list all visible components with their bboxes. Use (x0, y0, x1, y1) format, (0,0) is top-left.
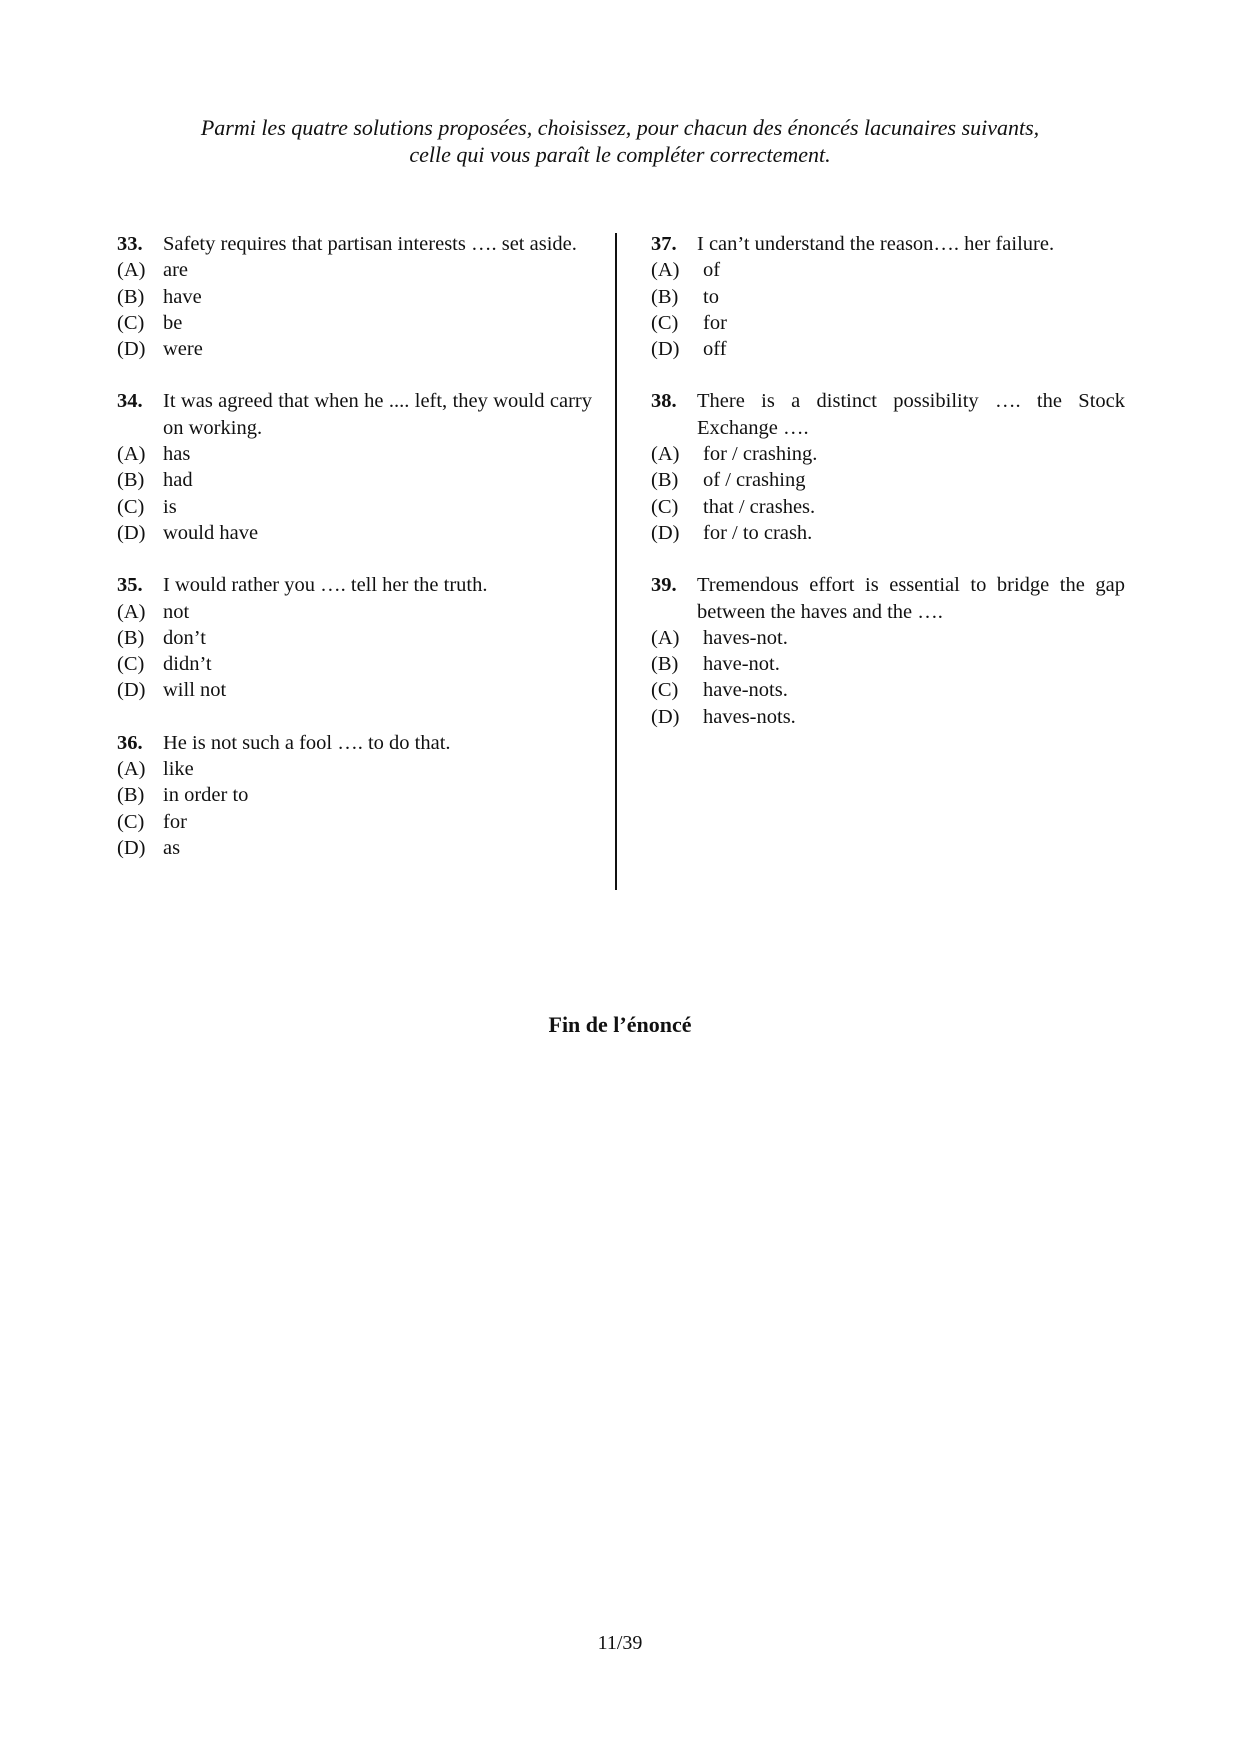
question-text: He is not such a fool …. to do that. (163, 731, 451, 754)
option-text: have (163, 285, 202, 308)
question-33 (117, 231, 592, 362)
option-d (117, 336, 592, 362)
option-b (651, 467, 1125, 493)
option-c (651, 310, 1125, 336)
option-b (651, 284, 1125, 310)
question-stem (651, 388, 1125, 441)
option-text: for / crashing. (703, 443, 818, 466)
option-c (117, 809, 592, 835)
option-text: have-nots. (703, 679, 788, 702)
option-a (651, 441, 1125, 467)
option-d (117, 677, 592, 703)
question-38 (651, 388, 1125, 546)
option-letter: (C) (651, 311, 679, 334)
question-34 (117, 388, 592, 546)
question-text: I would rather you …. tell her the truth. (163, 574, 488, 597)
option-text: is (163, 495, 177, 518)
option-d (117, 520, 592, 546)
question-number: 37. (651, 233, 677, 255)
option-letter: (C) (117, 653, 145, 676)
question-text: I can’t understand the reason…. her failure. (697, 233, 1055, 255)
option-text: for (163, 810, 187, 833)
option-text: like (163, 758, 194, 781)
option-letter: (A) (651, 443, 680, 466)
option-a (117, 257, 592, 283)
option-letter: (C) (117, 311, 145, 334)
option-text: to (703, 285, 719, 308)
option-letter: (A) (117, 600, 146, 623)
option-text: haves-not. (703, 626, 788, 649)
end-title: Fin de l’énoncé (548, 1012, 692, 1037)
option-text: has (163, 443, 191, 466)
question-37 (651, 231, 1125, 362)
option-letter: (A) (117, 758, 146, 781)
option-letter: (D) (117, 521, 146, 544)
option-letter: (B) (651, 653, 679, 676)
option-letter: (C) (117, 495, 145, 518)
option-letter: (A) (651, 259, 680, 282)
option-text: off (703, 338, 727, 361)
question-35 (117, 572, 592, 703)
option-a (651, 625, 1125, 651)
option-letter: (B) (651, 285, 679, 308)
option-letter: (D) (117, 338, 146, 361)
question-number: 35. (117, 574, 143, 597)
option-letter: (A) (117, 443, 146, 466)
option-b (117, 467, 592, 493)
option-text: were (163, 338, 203, 361)
left-column (117, 231, 592, 887)
option-letter: (B) (651, 469, 679, 492)
column-divider (615, 233, 617, 890)
question-stem (117, 231, 592, 257)
question-39 (651, 572, 1125, 730)
option-text: for / to crash. (703, 521, 813, 544)
option-c (117, 651, 592, 677)
option-letter: (B) (117, 784, 145, 807)
option-text: will not (163, 679, 227, 702)
option-c (651, 677, 1125, 703)
option-text: not (163, 600, 190, 623)
option-a (117, 599, 592, 625)
option-text: didn’t (163, 653, 212, 676)
question-stem (117, 730, 592, 756)
option-letter: (C) (651, 679, 679, 702)
option-letter: (A) (117, 259, 146, 282)
option-text: that / crashes. (703, 495, 816, 518)
question-text: It was agreed that when he .... left, they would carry on working. (163, 390, 592, 439)
option-letter: (B) (117, 626, 145, 649)
option-b (117, 782, 592, 808)
option-letter: (B) (117, 285, 145, 308)
option-letter: (D) (651, 705, 680, 728)
question-stem (651, 231, 1125, 257)
option-b (117, 625, 592, 651)
question-36 (117, 730, 592, 861)
question-number: 38. (651, 390, 677, 413)
instructions (0, 114, 1240, 168)
option-text: be (163, 311, 183, 334)
option-d (651, 704, 1125, 730)
question-number: 39. (651, 574, 677, 597)
option-c (651, 494, 1125, 520)
option-letter: (D) (651, 521, 680, 544)
option-text: of / crashing (703, 469, 806, 492)
option-text: had (163, 469, 193, 492)
option-a (117, 756, 592, 782)
option-text: of (703, 259, 721, 282)
option-text: are (163, 259, 189, 282)
question-number: 33. (117, 233, 143, 255)
question-text: Safety requires that partisan interests …. set aside. (163, 233, 577, 255)
question-stem (117, 572, 592, 598)
option-b (651, 651, 1125, 677)
option-text: haves-nots. (703, 705, 796, 728)
question-stem (117, 388, 592, 441)
option-text: don’t (163, 626, 206, 649)
instructions-line-1: Parmi les quatre solutions proposées, choisissez, pour chacun des énoncés lacunaires suivants, (200, 115, 1040, 140)
question-text: Tremendous effort is essential to bridge the gap between the haves and the …. (697, 574, 1125, 623)
option-letter: (A) (651, 626, 680, 649)
page-number: 11/39 (597, 1632, 643, 1654)
option-a (117, 441, 592, 467)
question-number: 34. (117, 390, 143, 413)
option-a (651, 257, 1125, 283)
option-d (651, 520, 1125, 546)
question-stem (651, 572, 1125, 625)
option-c (117, 310, 592, 336)
option-letter: (C) (117, 810, 145, 833)
right-column (651, 231, 1125, 756)
question-number: 36. (117, 731, 143, 754)
option-letter: (C) (651, 495, 679, 518)
option-letter: (D) (117, 836, 146, 859)
option-text: for (703, 311, 727, 334)
option-letter: (D) (651, 338, 680, 361)
instructions-line-2: celle qui vous paraît le compléter correctement. (409, 142, 831, 167)
option-c (117, 494, 592, 520)
option-letter: (D) (117, 679, 146, 702)
option-b (117, 284, 592, 310)
question-text: There is a distinct possibility …. the Stock Exchange …. (697, 390, 1125, 439)
option-text: as (163, 836, 181, 859)
option-text: have-not. (703, 653, 780, 676)
option-text: in order to (163, 784, 249, 807)
option-letter: (B) (117, 469, 145, 492)
option-d (117, 835, 592, 861)
option-d (651, 336, 1125, 362)
option-text: would have (163, 521, 259, 544)
